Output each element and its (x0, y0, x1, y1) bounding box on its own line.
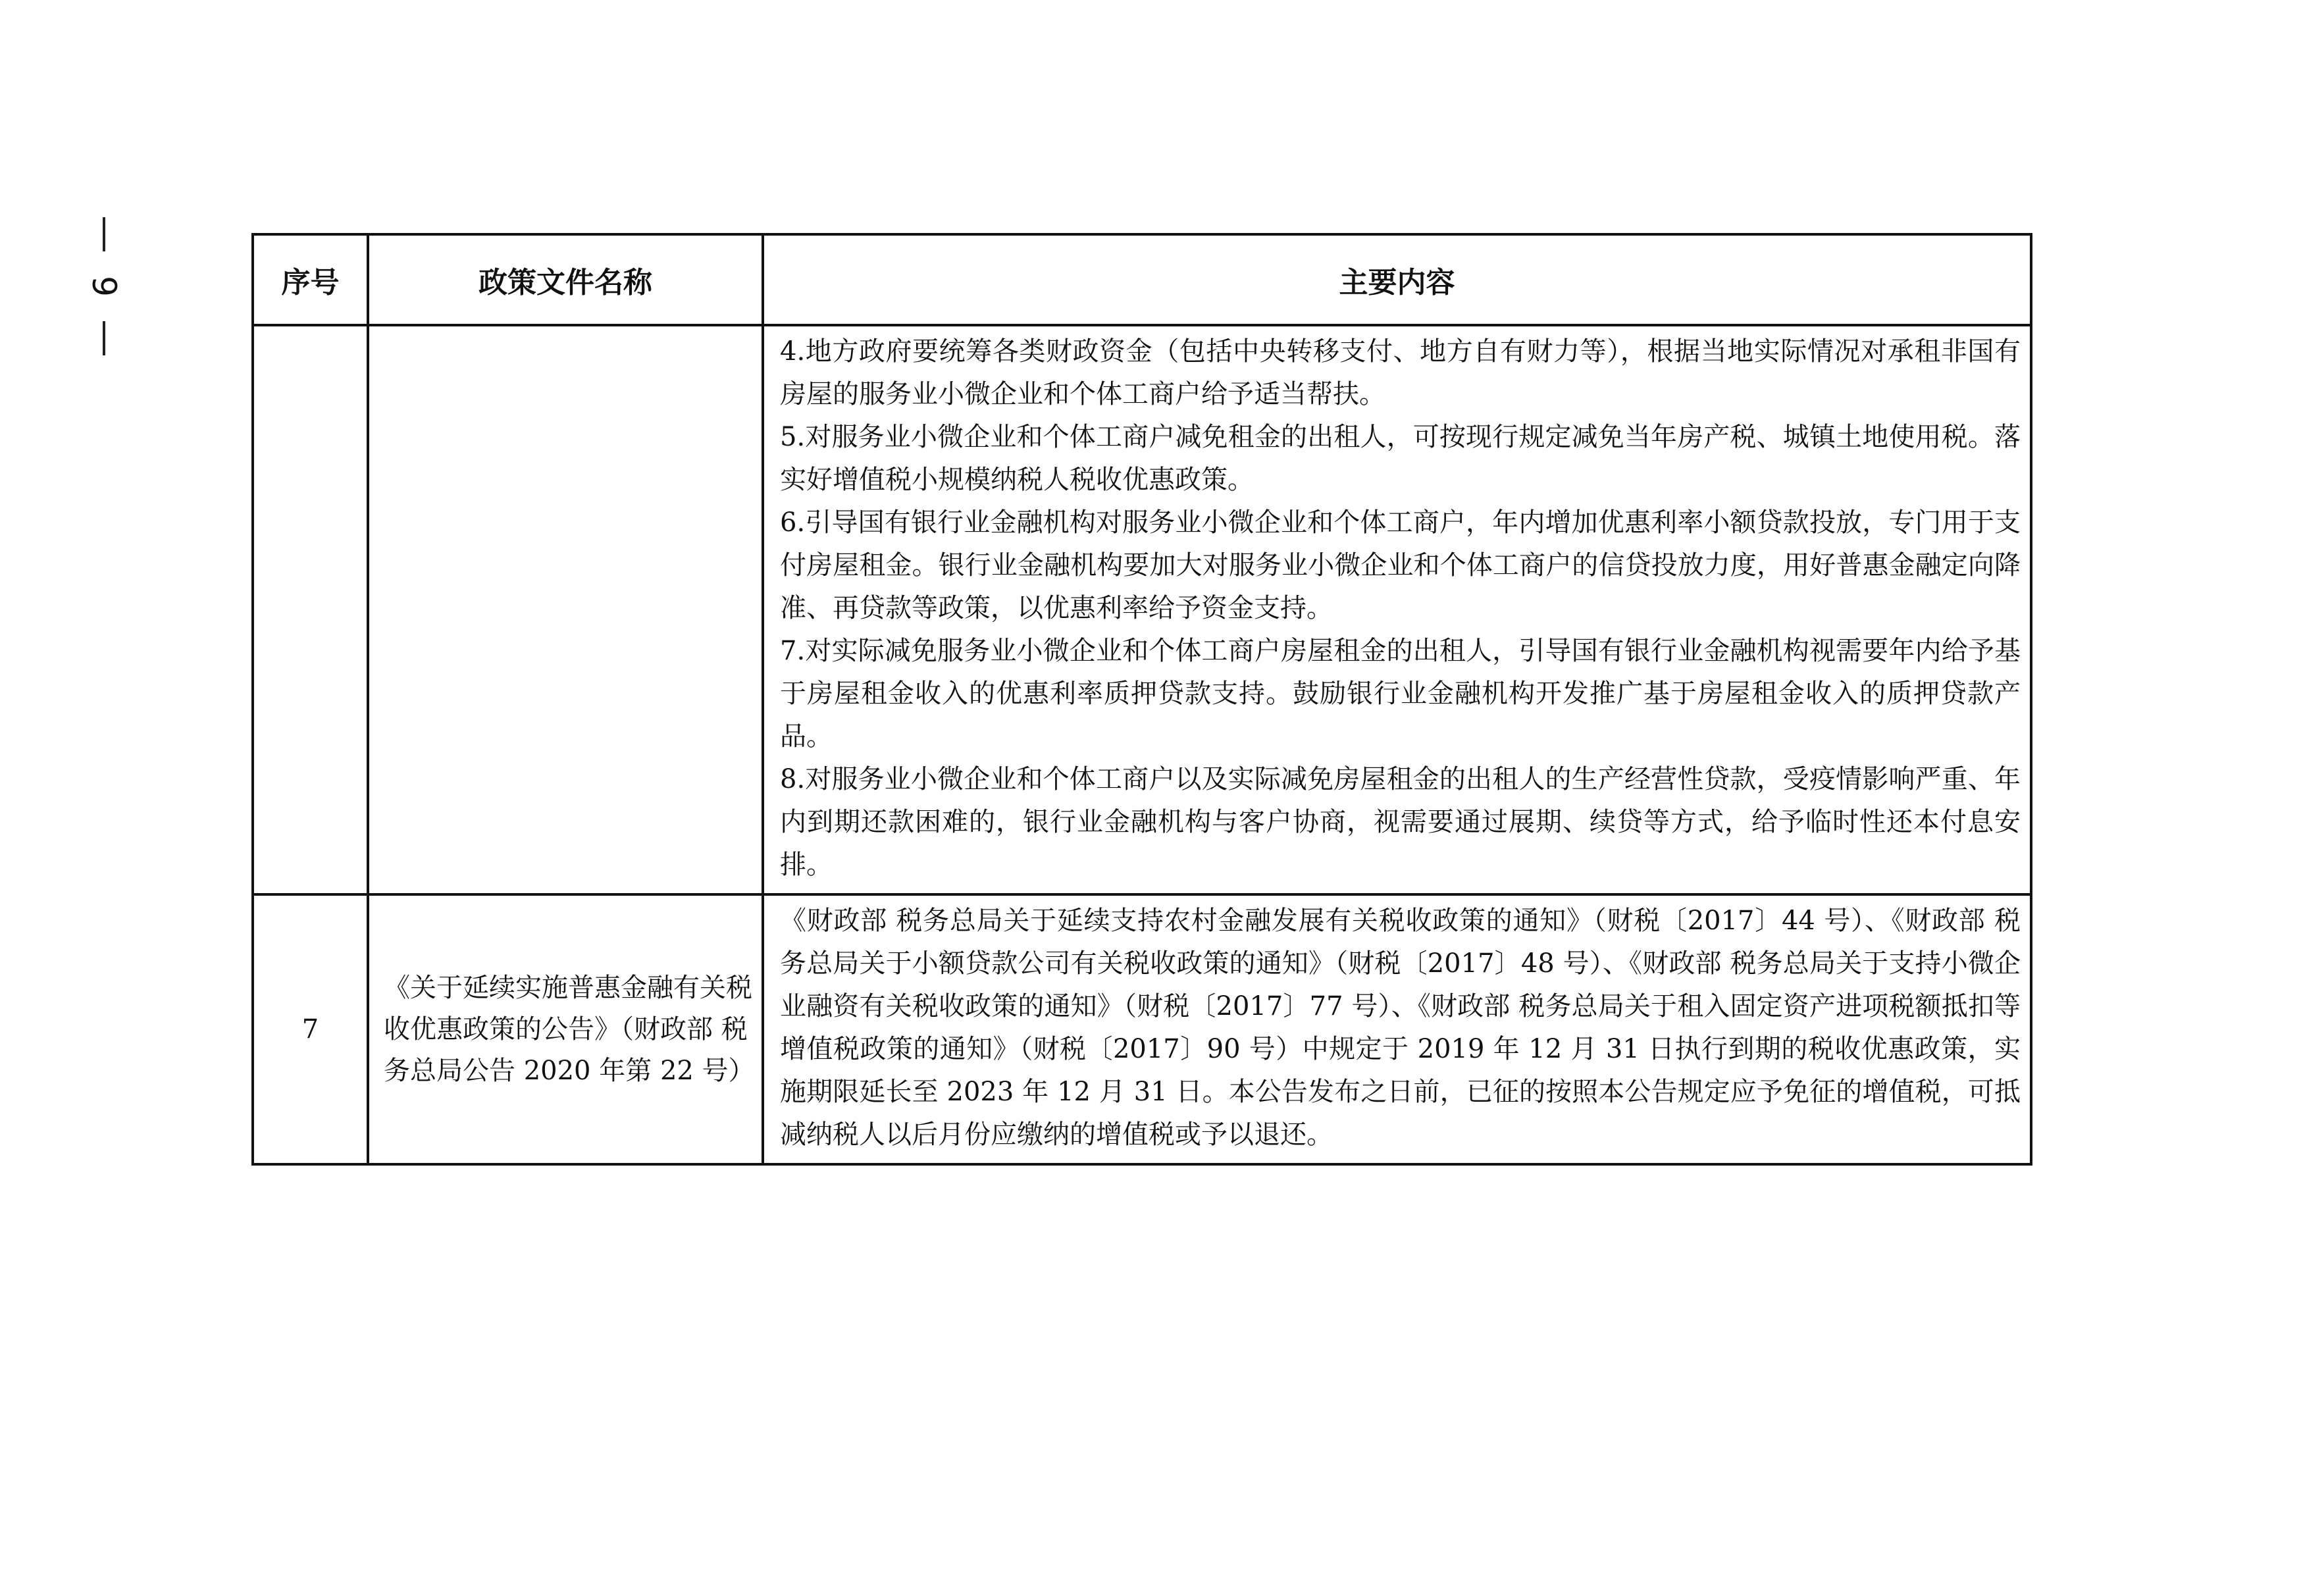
content-item-7: 7.对实际减免服务业小微企业和个体工商户房屋租金的出租人，引导国有银行业金融机构视需要年内给予基于房屋租金收入的优惠利率质押贷款支持。鼓励银行业金融机构开发推广基于房屋租金收入的质押贷款产品。 (780, 636, 2021, 752)
content-item-6: 6.引导国有银行业金融机构对服务业小微企业和个体工商户，年内增加优惠利率小额贷款投放，专门用于支付房屋租金。银行业金融机构要加大对服务业小微企业和个体工商户的信贷投放力度，用好普惠金融定向降准、再贷款等政策，以优惠利率给予资金支持。 (780, 507, 2021, 623)
row-main-content (763, 894, 2031, 1164)
header-seq: 序号 (253, 234, 368, 325)
content-item-4: 4.地方政府要统筹各类财政资金（包括中央转移支付、地方自有财力等），根据当地实际情况对承租非国有房屋的服务业小微企业和个体工商户给予适当帮扶。 (780, 336, 2021, 409)
page-number-dash-top (103, 217, 105, 251)
header-policy-name: 政策文件名称 (368, 234, 763, 325)
page-number-text: 9 (85, 276, 123, 297)
content-paragraph: 《财政部 税务总局关于延续支持农村金融发展有关税收政策的通知》（财税〔2017〕44 号）、《财政部 税务总局关于小额贷款公司有关税收政策的通知》（财税〔2017〕48 号）、《财政部 税务总局关于支持小微企业融资有关税收政策的通知》（财税〔2017〕77 号）、《财政部 税务总局关于租入固定资产进项税额抵扣等增值税政策的通知》（财税〔2017〕90 号）中规定于 2019 年 12 月 31 日执行到期的税收优惠政策，实施期限延长至 2023 年 12 月 31 日。本公告发布之日前，已征的按照本公告规定应予免征的增值税，可抵减纳税人以后月份应缴纳的增值税或予以退还。 (780, 906, 2021, 1150)
page-number (78, 217, 130, 355)
table-row (253, 325, 2031, 894)
row-seq: 7 (253, 894, 368, 1164)
row-main-content (763, 325, 2031, 894)
content-item-8: 8.对服务业小微企业和个体工商户以及实际减免房屋租金的出租人的生产经营性贷款，受疫情影响严重、年内到期还款困难的，银行业金融机构与客户协商，视需要通过展期、续贷等方式，给予临时性还本付息安排。 (780, 764, 2021, 880)
row-policy-name: 《关于延续实施普惠金融有关税收优惠政策的公告》（财政部 税务总局公告 2020 年第 22 号） (368, 894, 763, 1164)
row-seq (253, 325, 368, 894)
table-header-row (253, 234, 2031, 325)
page-number-dash-bottom (103, 321, 105, 355)
table-row (253, 894, 2031, 1164)
content-item-5: 5.对服务业小微企业和个体工商户减免租金的出租人，可按现行规定减免当年房产税、城镇土地使用税。落实好增值税小规模纳税人税收优惠政策。 (780, 422, 2021, 495)
header-main-content: 主要内容 (763, 234, 2031, 325)
row-policy-name (368, 325, 763, 894)
policy-table (251, 233, 2032, 1166)
